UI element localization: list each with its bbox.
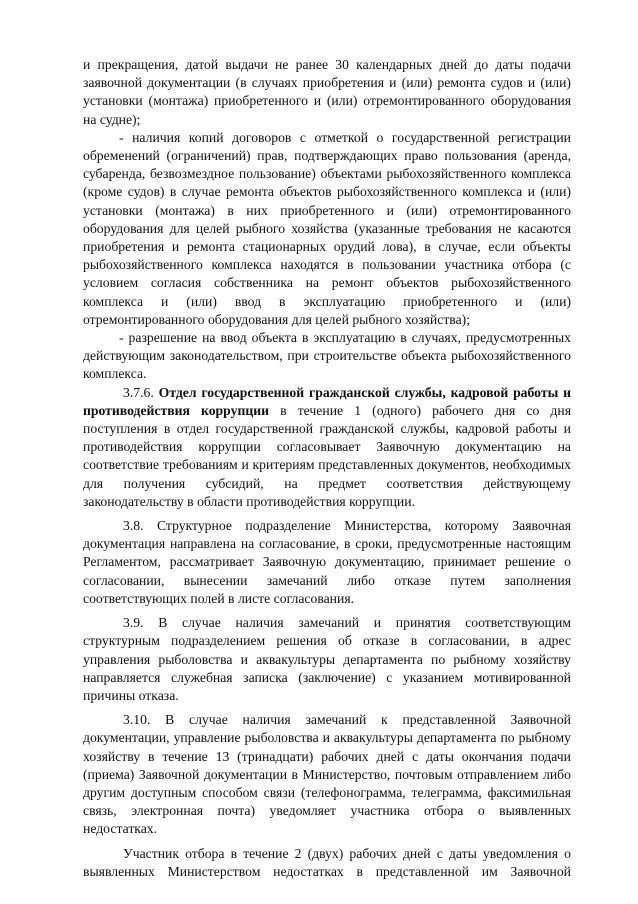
paragraph-permit-requirement: - разрешение на ввод объекта в эксплуатацию в случаях, предусмотренных действующим законодательством, при строительстве объекта рыбохозяйственного комплекса. xyxy=(83,330,571,382)
department-name-bold: Отдел государственной гражданской службы, кадровой работы и противодействия коррупции xyxy=(83,384,572,418)
clause-number-3-7-6: 3.7.6. xyxy=(123,384,154,400)
clause-3-7-6-text: в течение 1 (одного) рабочего дня со дня поступления в отдел государственной гражданской службы, кадровой работы и противодействия коррупции согласовывает Заявочную документацию на соответствие требованиям и критериям представленных документов, необходимых для получения субсидий, на предмет соответствия действующему законодательству в области противодействия коррупции. xyxy=(83,402,572,509)
paragraph-3-7-6 xyxy=(83,384,571,511)
paragraph-participant-notice: Участник отбора в течение 2 (двух) рабочих дней с даты уведомления о выявленных Министерством недостатках в представленной им Заявочной xyxy=(83,845,571,879)
paragraph-contracts-requirement: - наличия копий договоров с отметкой о государственной регистрации обременений (ограничений) прав, подтверждающих право пользования (аренда, субаренда, безвозмездное пользование) объектами рыбохозяйственного комплекса (кроме судов) в случае ремонта объектов рыбохозяйственного комплекса и (или) установки (монтажа) в них приобретенного и (или) отремонтированного оборудования для целей рыбного хозяйства (указанные требования не касаются приобретения и ремонта стационарных орудий лова), в случае, если объекты рыбохозяйственного комплекса находятся в пользовании участника отбора (с условием согласия собственника на ремонт объектов рыбохозяйственного комплекса и (или) ввод в эксплуатацию приобретенного и (или) отремонтированного оборудования для целей рыбного хозяйства); xyxy=(83,129,571,327)
paragraph-3-9: 3.9. В случае наличия замечаний и принятия соответствующим структурным подразделением решения об отказе в согласовании, в адрес управления рыболовства и аквакультуры департамента по рыбному хозяйству направляется служебная записка (заключение) с указанием мотивированной причины отказа. xyxy=(83,615,571,703)
paragraph-3-10: 3.10. В случае наличия замечаний к представленной Заявочной документации, управление рыболовства и аквакультуры департамента по рыбному хозяйству в течение 13 (тринадцати) рабочих дней с даты окончания подачи (приема) Заявочной документации в Министерство, почтовым отправлением либо другим доступным способом связи (телефонограмма, телеграмма, факсимильная связь, электронная почта) уведомляет участника отбора о выявленных недостатках. xyxy=(83,712,571,837)
paragraph-3-8: 3.8. Структурное подразделение Министерства, которому Заявочная документация направлена на согласование, в сроки, предусмотренные настоящим Регламентом, рассматривает Заявочную документацию, принимает решение о согласовании, вынесении замечаний либо отказе путем заполнения соответствующих полей в листе согласования. xyxy=(83,518,571,606)
document-page xyxy=(83,56,571,881)
paragraph-1: и прекращения, датой выдачи не ранее 30 календарных дней до даты подачи заявочной документации (в случаях приобретения и (или) ремонта судов и (или) установки (монтажа) приобретенного и (или) отремонтированного оборудования на судне); xyxy=(83,57,571,127)
